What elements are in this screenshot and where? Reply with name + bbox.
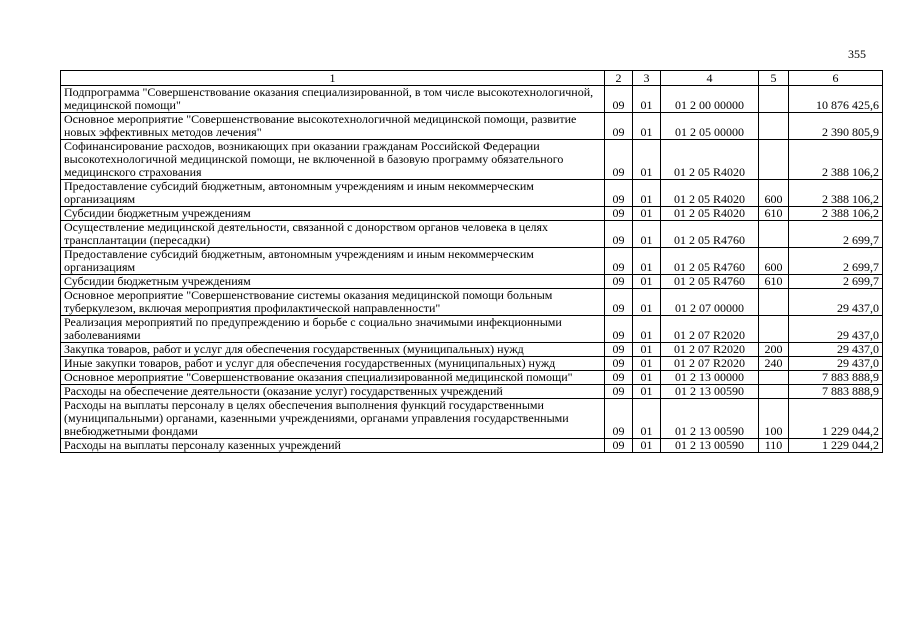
row-name-cell: Расходы на обеспечение деятельности (оказание услуг) государственных учреждений: [61, 385, 605, 399]
table-row: [61, 221, 883, 248]
row-name-cell: Предоставление субсидий бюджетным, автономным учреждениям и иным некоммерческим организациям: [61, 248, 605, 275]
row-section-cell: 09: [605, 399, 633, 439]
row-name-cell: Основное мероприятие "Совершенствование оказания специализированной медицинской помощи": [61, 371, 605, 385]
row-expense-type-cell: 200: [759, 343, 789, 357]
row-name-cell: Иные закупки товаров, работ и услуг для обеспечения государственных (муниципальных) нужд: [61, 357, 605, 371]
row-expense-type-cell: 610: [759, 275, 789, 289]
row-amount-cell: 29 437,0: [789, 289, 883, 316]
row-amount-cell: 29 437,0: [789, 316, 883, 343]
table-row: [61, 248, 883, 275]
row-amount-cell: 2 390 805,9: [789, 113, 883, 140]
row-section-cell: 09: [605, 275, 633, 289]
row-target-code-cell: 01 2 05 R4760: [661, 275, 759, 289]
row-target-code-cell: 01 2 05 R4760: [661, 221, 759, 248]
row-amount-cell: 2 388 106,2: [789, 207, 883, 221]
row-target-code-cell: 01 2 05 R4020: [661, 207, 759, 221]
row-target-code-cell: 01 2 05 R4020: [661, 180, 759, 207]
row-subsection-cell: 01: [633, 86, 661, 113]
row-expense-type-cell: 610: [759, 207, 789, 221]
row-amount-cell: 1 229 044,2: [789, 439, 883, 453]
budget-table: [60, 70, 883, 453]
row-subsection-cell: 01: [633, 113, 661, 140]
row-expense-type-cell: 110: [759, 439, 789, 453]
row-subsection-cell: 01: [633, 316, 661, 343]
row-section-cell: 09: [605, 248, 633, 275]
row-amount-cell: 29 437,0: [789, 357, 883, 371]
row-section-cell: 09: [605, 316, 633, 343]
table-row: [61, 399, 883, 439]
row-subsection-cell: 01: [633, 439, 661, 453]
row-expense-type-cell: [759, 316, 789, 343]
table-row: [61, 357, 883, 371]
row-subsection-cell: 01: [633, 248, 661, 275]
table-row: [61, 140, 883, 180]
column-header: 2: [605, 71, 633, 86]
row-expense-type-cell: [759, 113, 789, 140]
row-target-code-cell: 01 2 13 00590: [661, 399, 759, 439]
row-amount-cell: 10 876 425,6: [789, 86, 883, 113]
table-row: [61, 180, 883, 207]
row-target-code-cell: 01 2 07 00000: [661, 289, 759, 316]
table-row: [61, 316, 883, 343]
row-subsection-cell: 01: [633, 343, 661, 357]
row-section-cell: 09: [605, 371, 633, 385]
row-section-cell: 09: [605, 86, 633, 113]
table-row: [61, 86, 883, 113]
column-header: 6: [789, 71, 883, 86]
column-header: 1: [61, 71, 605, 86]
row-name-cell: Реализация мероприятий по предупреждению и борьбе с социально значимыми инфекционными заболеваниями: [61, 316, 605, 343]
row-amount-cell: 2 388 106,2: [789, 140, 883, 180]
table-row: [61, 207, 883, 221]
row-expense-type-cell: 600: [759, 180, 789, 207]
row-name-cell: Основное мероприятие "Совершенствование высокотехнологичной медицинской помощи, развитие новых эффективных методов лечения": [61, 113, 605, 140]
row-name-cell: Расходы на выплаты персоналу казенных учреждений: [61, 439, 605, 453]
row-subsection-cell: 01: [633, 289, 661, 316]
row-target-code-cell: 01 2 05 00000: [661, 113, 759, 140]
column-header: 4: [661, 71, 759, 86]
row-section-cell: 09: [605, 221, 633, 248]
row-name-cell: Расходы на выплаты персоналу в целях обеспечения выполнения функций государственными (муниципальными) органами, казенными учреждениями, органами управления государственными внебюджетными фондами: [61, 399, 605, 439]
row-amount-cell: 2 388 106,2: [789, 180, 883, 207]
row-expense-type-cell: [759, 385, 789, 399]
row-section-cell: 09: [605, 343, 633, 357]
table-row: [61, 439, 883, 453]
row-name-cell: Предоставление субсидий бюджетным, автономным учреждениям и иным некоммерческим организациям: [61, 180, 605, 207]
row-subsection-cell: 01: [633, 275, 661, 289]
row-target-code-cell: 01 2 05 R4020: [661, 140, 759, 180]
row-section-cell: 09: [605, 439, 633, 453]
row-target-code-cell: 01 2 07 R2020: [661, 357, 759, 371]
row-target-code-cell: 01 2 07 R2020: [661, 343, 759, 357]
table-header-row: [61, 71, 883, 86]
column-header: 5: [759, 71, 789, 86]
row-section-cell: 09: [605, 113, 633, 140]
row-amount-cell: 2 699,7: [789, 275, 883, 289]
row-name-cell: Софинансирование расходов, возникающих при оказании гражданам Российской Федерации высокотехнологичной медицинской помощи, не включенной в базовую программу обязательного медицинского страхования: [61, 140, 605, 180]
row-expense-type-cell: 240: [759, 357, 789, 371]
row-expense-type-cell: 100: [759, 399, 789, 439]
row-subsection-cell: 01: [633, 180, 661, 207]
row-section-cell: 09: [605, 357, 633, 371]
row-expense-type-cell: [759, 86, 789, 113]
row-target-code-cell: 01 2 00 00000: [661, 86, 759, 113]
row-target-code-cell: 01 2 13 00590: [661, 439, 759, 453]
row-section-cell: 09: [605, 180, 633, 207]
row-section-cell: 09: [605, 385, 633, 399]
row-target-code-cell: 01 2 05 R4760: [661, 248, 759, 275]
row-name-cell: Основное мероприятие "Совершенствование системы оказания медицинской помощи больным туберкулезом, включая мероприятия профилактической направленности": [61, 289, 605, 316]
row-target-code-cell: 01 2 13 00590: [661, 385, 759, 399]
row-expense-type-cell: [759, 289, 789, 316]
row-target-code-cell: 01 2 07 R2020: [661, 316, 759, 343]
row-subsection-cell: 01: [633, 399, 661, 439]
table-row: [61, 385, 883, 399]
table-row: [61, 275, 883, 289]
page-number: 355: [848, 47, 866, 61]
row-target-code-cell: 01 2 13 00000: [661, 371, 759, 385]
row-expense-type-cell: [759, 140, 789, 180]
row-amount-cell: 2 699,7: [789, 221, 883, 248]
row-section-cell: 09: [605, 140, 633, 180]
row-expense-type-cell: [759, 371, 789, 385]
table-row: [61, 113, 883, 140]
row-amount-cell: 1 229 044,2: [789, 399, 883, 439]
row-section-cell: 09: [605, 289, 633, 316]
row-name-cell: Осуществление медицинской деятельности, связанной с донорством органов человека в целях трансплантации (пересадки): [61, 221, 605, 248]
row-amount-cell: 2 699,7: [789, 248, 883, 275]
column-header: 3: [633, 71, 661, 86]
table-row: [61, 371, 883, 385]
row-section-cell: 09: [605, 207, 633, 221]
table-row: [61, 343, 883, 357]
row-expense-type-cell: [759, 221, 789, 248]
row-subsection-cell: 01: [633, 221, 661, 248]
row-subsection-cell: 01: [633, 140, 661, 180]
row-subsection-cell: 01: [633, 385, 661, 399]
row-name-cell: Субсидии бюджетным учреждениям: [61, 207, 605, 221]
row-name-cell: Субсидии бюджетным учреждениям: [61, 275, 605, 289]
row-amount-cell: 7 883 888,9: [789, 385, 883, 399]
row-name-cell: Закупка товаров, работ и услуг для обеспечения государственных (муниципальных) нужд: [61, 343, 605, 357]
row-amount-cell: 29 437,0: [789, 343, 883, 357]
row-amount-cell: 7 883 888,9: [789, 371, 883, 385]
row-expense-type-cell: 600: [759, 248, 789, 275]
row-subsection-cell: 01: [633, 357, 661, 371]
row-subsection-cell: 01: [633, 371, 661, 385]
table-body: [61, 86, 883, 453]
row-name-cell: Подпрограмма "Совершенствование оказания специализированной, в том числе высокотехнологичной, медицинской помощи": [61, 86, 605, 113]
table-row: [61, 289, 883, 316]
row-subsection-cell: 01: [633, 207, 661, 221]
